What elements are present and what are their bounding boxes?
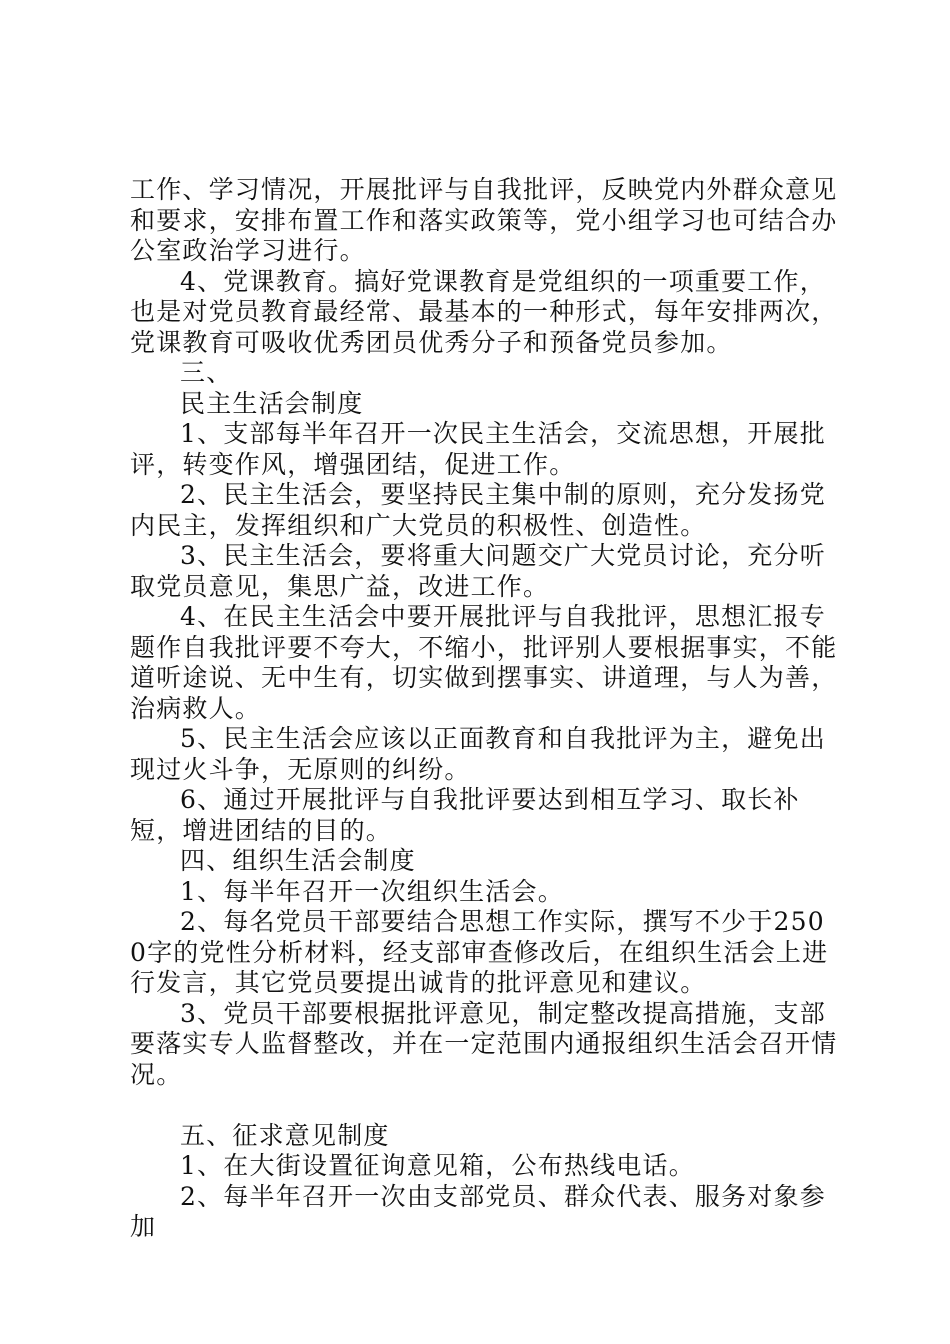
paragraph-party-lecture: 4、党课教育。搞好党课教育是党组织的一项重要工作，也是对党员教育最经常、最基本的一种形式，每年安排两次，党课教育可吸收优秀团员优秀分子和预备党员参加。: [130, 266, 838, 357]
paragraph-item: 2、每半年召开一次由支部党员、群众代表、服务对象参加: [130, 1181, 826, 1241]
section-heading-five: 五、征求意见制度: [180, 1120, 390, 1150]
section-heading-four: 四、组织生活会制度: [180, 846, 416, 875]
blank-line: [130, 1090, 840, 1121]
paragraph-item: 3、民主生活会，要将重大问题交广大党员讨论，充分听取党员意见，集思广益，改进工作。: [130, 541, 826, 601]
section-heading-three: 三、: [180, 358, 233, 387]
paragraph-item: 6、通过开展批评与自我批评要达到相互学习、取长补短，增进团结的目的。: [130, 785, 800, 845]
paragraph-item: 2、每名党员干部要结合思想工作实际，撰写不少于2500字的党性分析材料，经支部审查修改后，在组织生活会上进行发言，其它党员要提出诚肯的批评意见和建议。: [130, 907, 829, 997]
paragraph-item: 1、支部每半年召开一次民主生活会，交流思想，开展批评，转变作风，增强团结，促进工作。: [130, 419, 826, 479]
paragraph-item: 1、每半年召开一次组织生活会。: [180, 876, 564, 906]
paragraph-item: 4、在民主生活会中要开展批评与自我批评，思想汇报专题作自我批评要不夸大，不缩小，批评别人要根据事实，不能道听途说、无中生有，切实做到摆事实、讲道理，与人为善，治病救人。: [130, 602, 838, 723]
section-title-democratic-life: 民主生活会制度: [180, 388, 364, 418]
paragraph-item: 2、民主生活会，要坚持民主集中制的原则，充分发扬党内民主，发挥组织和广大党员的积极性、创造性。: [130, 480, 826, 540]
document-body: [130, 175, 840, 1243]
paragraph-continuation: 工作、学习情况，开展批评与自我批评，反映党内外群众意见和要求，安排布置工作和落实政策等，党小组学习也可结合办公室政治学习进行。: [130, 175, 838, 265]
paragraph-item: 3、党员干部要根据批评意见，制定整改提高措施，支部要落实专人监督整改，并在一定范围内通报组织生活会召开情况。: [130, 998, 838, 1089]
paragraph-item: 5、民主生活会应该以正面教育和自我批评为主，避免出现过火斗争，无原则的纠纷。: [130, 724, 826, 784]
paragraph-item: 1、在大街设置征询意见箱，公布热线电话。: [180, 1151, 695, 1180]
